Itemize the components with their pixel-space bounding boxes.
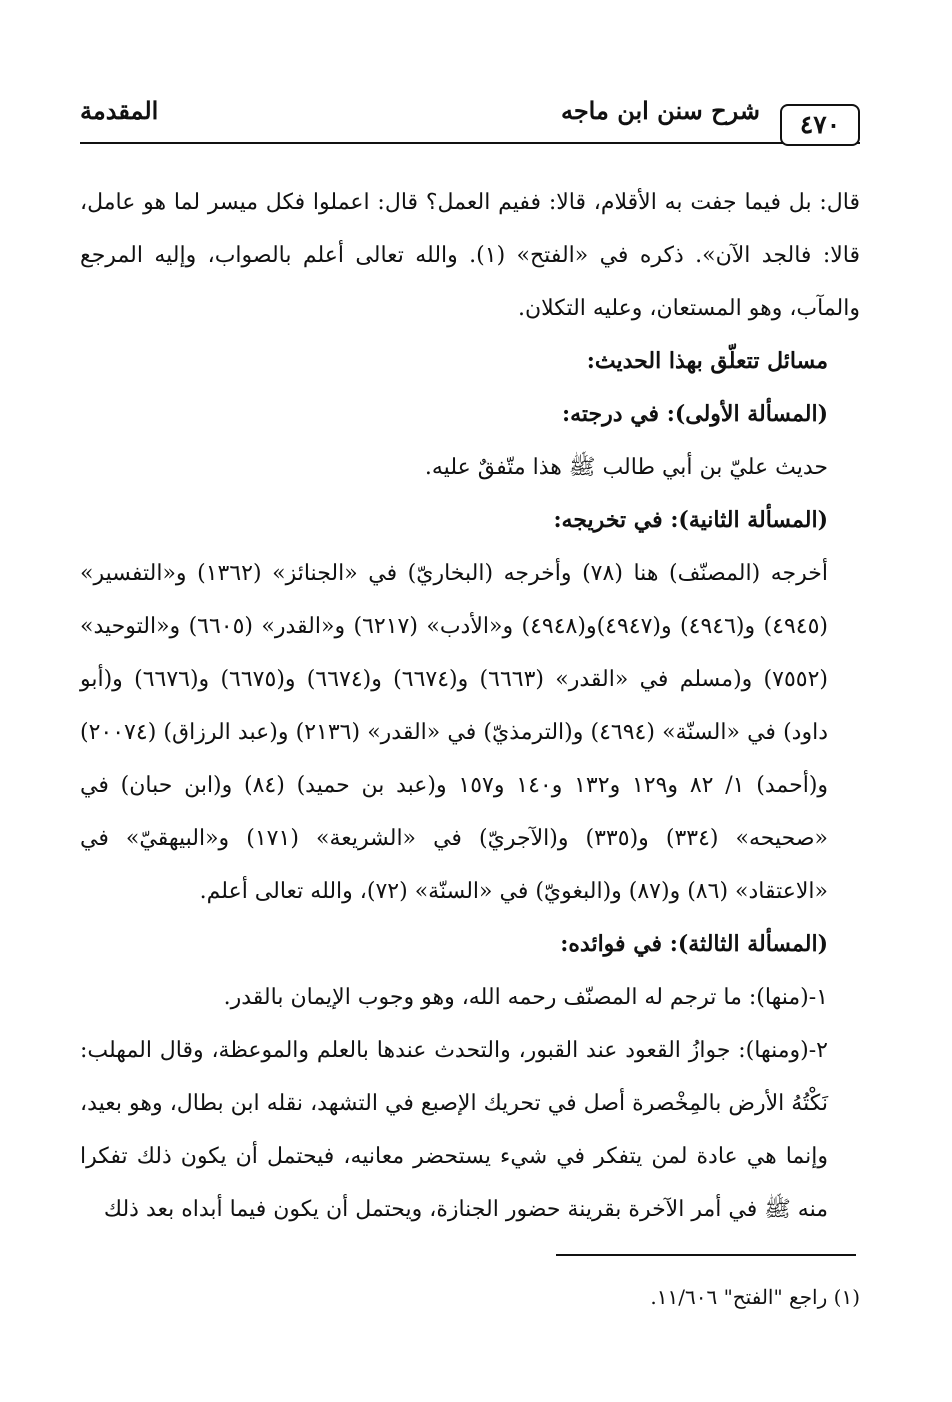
issue-2-text: أخرجه (المصنّف) هنا (٧٨) وأخرجه (البخاريّ) في «الجنائز» (١٣٦٢) و«التفسير» (٤٩٤٥) و(٤٩٤٦) و(٤٩٤٧)و(٤٩٤٨) و«الأدب» (٦٢١٧) و«القدر» (٦٦٠٥) و«التوحيد» (٧٥٥٢) و(مسلم في «القدر» (٦٦٦٣) و(٦٦٧٤) و(٦٦٧٤) و(٦٦٧٥) و(٦٦٧٦) و(أبو داود) في «السنّة» (٤٦٩٤) و(الترمذيّ) في «القدر» (٢١٣٦) و(عبد الرزاق) (٢٠٠٧٤) و(أحمد) ١/ ٨٢ و١٢٩ و١٣٢ و١٤٠ و١٥٧ و(عبد بن حميد) (٨٤) و(ابن حبان) في «صحيحه» (٣٣٤) و(٣٣٥) و(الآجريّ) في «الشريعة» (١٧١) و«البيهقيّ» في «الاعتقاد» (٨٦) و(٨٧) و(البغويّ) في «السنّة» (٧٢)، والله تعالى أعلم. — [80, 561, 829, 904]
header-rule — [80, 142, 860, 144]
main-text — [80, 176, 860, 1236]
page-number: ٤٧٠ — [780, 104, 860, 146]
page-header — [80, 96, 860, 152]
footnote-rule — [556, 1254, 856, 1256]
benefit-1: ١-(منها): ما ترجم له المصنّف رحمه الله، وهو وجوب الإيمان بالقدر. — [223, 985, 828, 1010]
issue-3-title: (المسألة الثالثة): في فوائده: — [560, 931, 828, 957]
book-title: شرح سنن ابن ماجه — [560, 96, 760, 125]
footnote: (١) راجع "الفتح" ١١/٦٠٦. — [650, 1285, 860, 1309]
benefit-2: ٢-(ومنها): جوازُ القعود عند القبور، والتحدث عندها بالعلم والموعظة، وقال المهلب: نَكْتُهُ الأرض بالمِخْصرة أصل في تحريك الإصبع في التشهد، نقله ابن بطال، وهو بعيد، وإنما هي عادة لمن يتفكر في شيء يستحضر معانيه، فيحتمل أن يكون ذلك تفكرا منه ﷺ في أمر الآخرة بقرينة حضور الجنازة، ويحتمل أن يكون فيما أبداه بعد ذلك — [80, 1038, 828, 1222]
issue-2-title: (المسألة الثانية): في تخريجه: — [553, 507, 828, 533]
issues-heading: مسائل تتعلّق بهذا الحديث: — [586, 348, 828, 374]
issue-1-text: حديث عليّ بن أبي طالب ﷺ هذا متّفقٌ عليه. — [424, 455, 828, 480]
section-title: المقدمة — [80, 96, 159, 125]
continuation-paragraph: قال: بل فيما جفت به الأقلام، قالا: ففيم العمل؟ قال: اعملوا فكل ميسر لما هو عامل، قالا: فالجد الآن». ذكره في «الفتح» (١). والله تعالى أعلم بالصواب، وإليه المرجع والمآب، وهو المستعان، وعليه التكلان. — [80, 190, 860, 321]
issue-1-title: (المسألة الأولى): في درجته: — [561, 401, 828, 427]
